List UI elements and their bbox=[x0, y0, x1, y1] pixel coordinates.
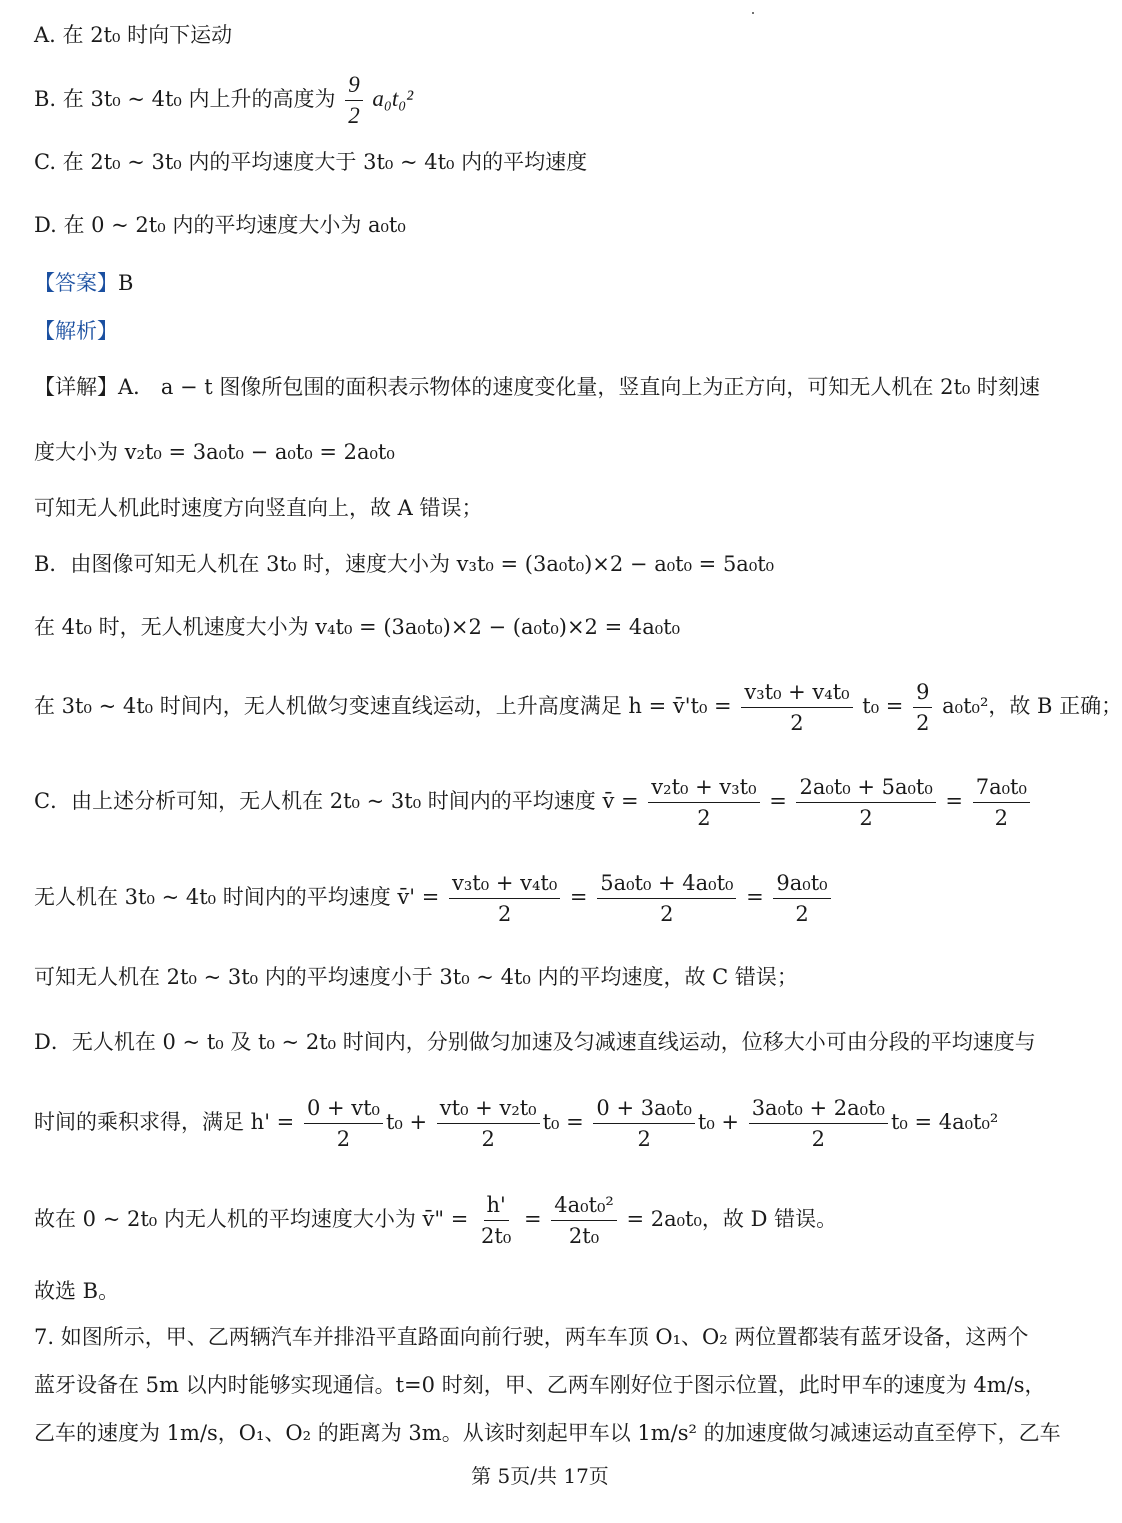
detail-line-1-text: A． a − t 图像所包围的面积表示物体的速度变化量，竖直向上为正方向，可知无人机在 2t₀ 时刻速 bbox=[118, 375, 1040, 399]
line6-den2: 2 bbox=[916, 711, 930, 735]
option-b-num: 9 bbox=[345, 70, 363, 101]
line11-frac1 bbox=[304, 1093, 383, 1154]
option-a: A. 在 2t₀ 时向下运动 bbox=[34, 23, 233, 47]
scan-dot bbox=[752, 12, 754, 14]
detail-line-5: 在 4t₀ 时，无人机速度大小为 v₄t₀ = (3a₀t₀)×2 − (a₀t₀)×2 = 4a₀t₀ bbox=[34, 615, 681, 639]
detail-line-9: 可知无人机在 2t₀ ~ 3t₀ 内的平均速度小于 3t₀ ~ 4t₀ 内的平均速度，故 C 错误； bbox=[34, 965, 798, 989]
detail-line-7: C．由上述分析可知，无人机在 2t₀ ~ 3t₀ 时间内的平均速度 v̄ = $\frac{\text{v₂t₀ + v₃t₀}}{2}$ = $\frac{\text{2a₀t₀ + 5a₀t₀}}{2}$ = $\frac{\text{7a₀t₀}}{2}$ bbox=[34, 772, 1033, 833]
q7-line-1: 7. 如图所示，甲、乙两辆汽车并排沿平直路面向前行驶，两车车顶 O₁、O₂ 两位置都装有蓝牙设备，这两个 bbox=[34, 1325, 1029, 1349]
option-b-tail: a₀t₀² bbox=[372, 86, 414, 111]
line8-frac1 bbox=[449, 868, 560, 929]
line8-n1: v₃t₀ + v₄t₀ bbox=[449, 868, 560, 899]
detail-line-7-a: C．由上述分析可知，无人机在 2t₀ ~ 3t₀ 时间内的平均速度 v̄ = bbox=[34, 789, 639, 813]
line8-d2: 2 bbox=[660, 902, 674, 926]
line11-n1: 0 + vt₀ bbox=[304, 1093, 383, 1124]
line8-n3: 9a₀t₀ bbox=[773, 868, 830, 899]
answer-tag: 【答案】 bbox=[34, 271, 118, 295]
line11-frac4 bbox=[749, 1093, 888, 1154]
option-b-prefix: B. 在 3t₀ ~ 4t₀ 内上升的高度为 bbox=[34, 87, 336, 111]
line6-num2: 9 bbox=[913, 677, 932, 708]
detail-line-11: 时间的乘积求得，满足 h' = $\frac{\text{0 + vt₀}}{2}$ t₀ + $\frac{\text{vt₀ + v₂t₀}}{2}$ t₀ = $\frac{\text{0 + 3a₀t₀}}{2}$ t₀ + $\frac{\text{3a₀t₀ + 2a₀t₀}}{2}$ t₀ = 4a₀t₀² bbox=[34, 1093, 998, 1154]
line11-frac2 bbox=[437, 1093, 540, 1154]
detail-line-6-b: t₀ = bbox=[862, 694, 904, 718]
line11-d4: 2 bbox=[811, 1127, 825, 1151]
line12-n2: 4a₀t₀² bbox=[551, 1190, 617, 1221]
line7-n1: v₂t₀ + v₃t₀ bbox=[648, 772, 759, 803]
detail-line-4: B．由图像可知无人机在 3t₀ 时，速度大小为 v₃t₀ = (3a₀t₀)×2 − a₀t₀ = 5a₀t₀ bbox=[34, 552, 775, 576]
line8-frac3 bbox=[773, 868, 830, 929]
line7-d1: 2 bbox=[697, 806, 711, 830]
line11-n3: 0 + 3a₀t₀ bbox=[593, 1093, 694, 1124]
analysis-tag: 【解析】 bbox=[34, 319, 118, 343]
line6-frac2 bbox=[913, 677, 932, 738]
detail-line-8: 无人机在 3t₀ ~ 4t₀ 时间内的平均速度 v̄' = $\frac{\text{v₃t₀ + v₄t₀}}{2}$ = $\frac{\text{5a₀t₀ + 4a₀t₀}}{2}$ = $\frac{\text{9a₀t₀}}{2}$ bbox=[34, 868, 834, 929]
line8-frac2 bbox=[597, 868, 736, 929]
line11-frac3 bbox=[593, 1093, 694, 1154]
detail-line-10: D．无人机在 0 ~ t₀ 及 t₀ ~ 2t₀ 时间内，分别做匀加速及匀减速直线运动，位移大小可由分段的平均速度与 bbox=[34, 1030, 1036, 1054]
line7-frac2 bbox=[796, 772, 935, 833]
line11-d3: 2 bbox=[637, 1127, 651, 1151]
detail-line-13: 故选 B。 bbox=[34, 1279, 120, 1303]
line6-den1: 2 bbox=[790, 711, 804, 735]
detail-line-8-a: 无人机在 3t₀ ~ 4t₀ 时间内的平均速度 v̄' = bbox=[34, 885, 440, 909]
line12-d1: 2t₀ bbox=[481, 1224, 512, 1248]
detail-tag: 【详解】 bbox=[34, 375, 118, 399]
option-c: C. 在 2t₀ ~ 3t₀ 内的平均速度大于 3t₀ ~ 4t₀ 内的平均速度 bbox=[34, 150, 588, 174]
detail-line-6 bbox=[34, 677, 1122, 738]
detail-line-2: 度大小为 v₂t₀ = 3a₀t₀ − a₀t₀ = 2a₀t₀ bbox=[34, 440, 395, 464]
line7-d2: 2 bbox=[859, 806, 873, 830]
line11-d1: 2 bbox=[336, 1127, 351, 1151]
line7-n3: 7a₀t₀ bbox=[973, 772, 1030, 803]
line12-d2: 2t₀ bbox=[568, 1224, 600, 1248]
line6-num1: v₃t₀ + v₄t₀ bbox=[741, 677, 852, 708]
answer-value: B bbox=[118, 271, 134, 295]
line8-n2: 5a₀t₀ + 4a₀t₀ bbox=[597, 868, 736, 899]
answer-line bbox=[34, 268, 133, 298]
line6-frac1 bbox=[741, 677, 852, 738]
line11-n2: vt₀ + v₂t₀ bbox=[437, 1093, 540, 1124]
page-footer: 第 5页/共 17页 bbox=[471, 1464, 609, 1488]
option-b-den: 2 bbox=[348, 103, 360, 128]
line8-d1: 2 bbox=[497, 902, 512, 926]
line11-d2: 2 bbox=[481, 1127, 495, 1151]
detail-line-12-a: 故在 0 ~ 2t₀ 内无人机的平均速度大小为 v̄" = bbox=[34, 1207, 469, 1231]
line12-frac2 bbox=[551, 1190, 617, 1251]
detail-line-6-a: 在 3t₀ ~ 4t₀ 时间内，无人机做匀变速直线运动，上升高度满足 h = v̄'t₀ = bbox=[34, 694, 732, 718]
detail-line-1 bbox=[34, 372, 1040, 402]
line7-d3: 2 bbox=[994, 806, 1008, 830]
line12-n1: h' bbox=[484, 1190, 509, 1221]
detail-line-11-a: 时间的乘积求得，满足 h' = bbox=[34, 1110, 295, 1134]
option-b-fraction bbox=[345, 70, 363, 131]
detail-line-6-c: a₀t₀²，故 B 正确； bbox=[942, 694, 1122, 718]
option-d: D. 在 0 ~ 2t₀ 内的平均速度大小为 a₀t₀ bbox=[34, 213, 406, 237]
option-b bbox=[34, 70, 413, 131]
line7-frac3 bbox=[973, 772, 1030, 833]
detail-line-3: 可知无人机此时速度方向竖直向上，故 A 错误； bbox=[34, 496, 483, 520]
line12-frac1 bbox=[478, 1190, 514, 1251]
line8-d3: 2 bbox=[795, 902, 809, 926]
detail-line-12: 故在 0 ~ 2t₀ 内无人机的平均速度大小为 v̄" = $\frac{h'}{\text{2t₀}}$ = $\frac{\text{4a₀t₀²}}{\text{2t₀}}$ = 2a₀t₀，故 D 错误。 bbox=[34, 1190, 837, 1251]
q7-line-2: 蓝牙设备在 5m 以内时能够实现通信。t=0 时刻，甲、乙两车刚好位于图示位置，此时甲车的速度为 4m/s， bbox=[34, 1373, 1046, 1397]
line11-end: t₀ = 4a₀t₀² bbox=[890, 1110, 999, 1134]
q7-line-3: 乙车的速度为 1m/s，O₁、O₂ 的距离为 3m。从该时刻起甲车以 1m/s² 的加速度做匀减速运动直至停下，乙车 bbox=[34, 1421, 1061, 1445]
line12-end: = 2a₀t₀，故 D 错误。 bbox=[626, 1207, 838, 1231]
line7-frac1 bbox=[648, 772, 759, 833]
line7-n2: 2a₀t₀ + 5a₀t₀ bbox=[796, 772, 935, 803]
line11-n4: 3a₀t₀ + 2a₀t₀ bbox=[749, 1093, 888, 1124]
